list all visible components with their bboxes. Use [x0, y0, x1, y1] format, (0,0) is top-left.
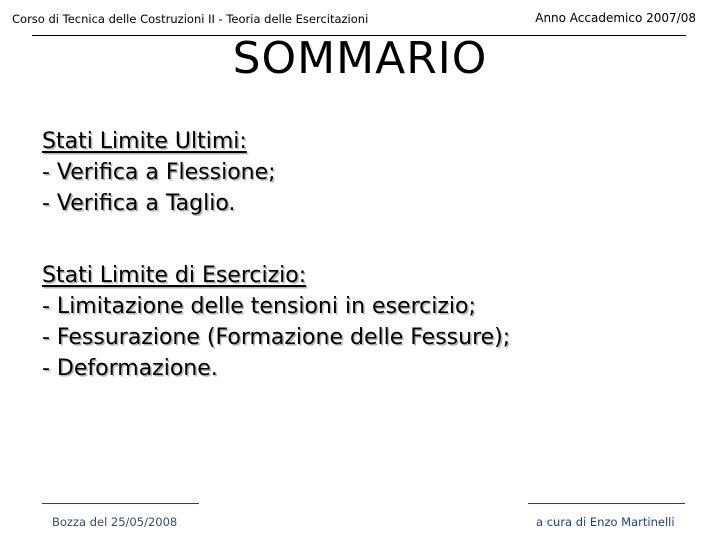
academic-year: Anno Accademico 2007/08 — [535, 11, 696, 25]
list-item: - Verifica a Taglio. — [42, 191, 236, 216]
list-item: - Fessurazione (Formazione delle Fessure); — [42, 325, 511, 350]
section-ultimate-limit-states — [42, 126, 276, 219]
section-serviceability-limit-states — [42, 260, 510, 384]
page-title: SOMMARIO — [232, 33, 488, 84]
section-heading: Stati Limite di Esercizio: — [42, 263, 307, 288]
course-title: Corso di Tecnica delle Costruzioni II - Teoria delle Esercitazioni — [12, 12, 369, 26]
list-item: - Deformazione. — [42, 356, 218, 381]
author-credit: a cura di Enzo Martinelli — [536, 515, 675, 529]
footer-divider-left — [42, 503, 199, 504]
draft-date: Bozza del 25/05/2008 — [52, 515, 178, 529]
section-heading: Stati Limite Ultimi: — [42, 129, 247, 154]
footer-divider-right — [528, 503, 685, 504]
list-item: - Verifica a Flessione; — [42, 160, 276, 185]
list-item: - Limitazione delle tensioni in esercizio; — [42, 294, 476, 319]
